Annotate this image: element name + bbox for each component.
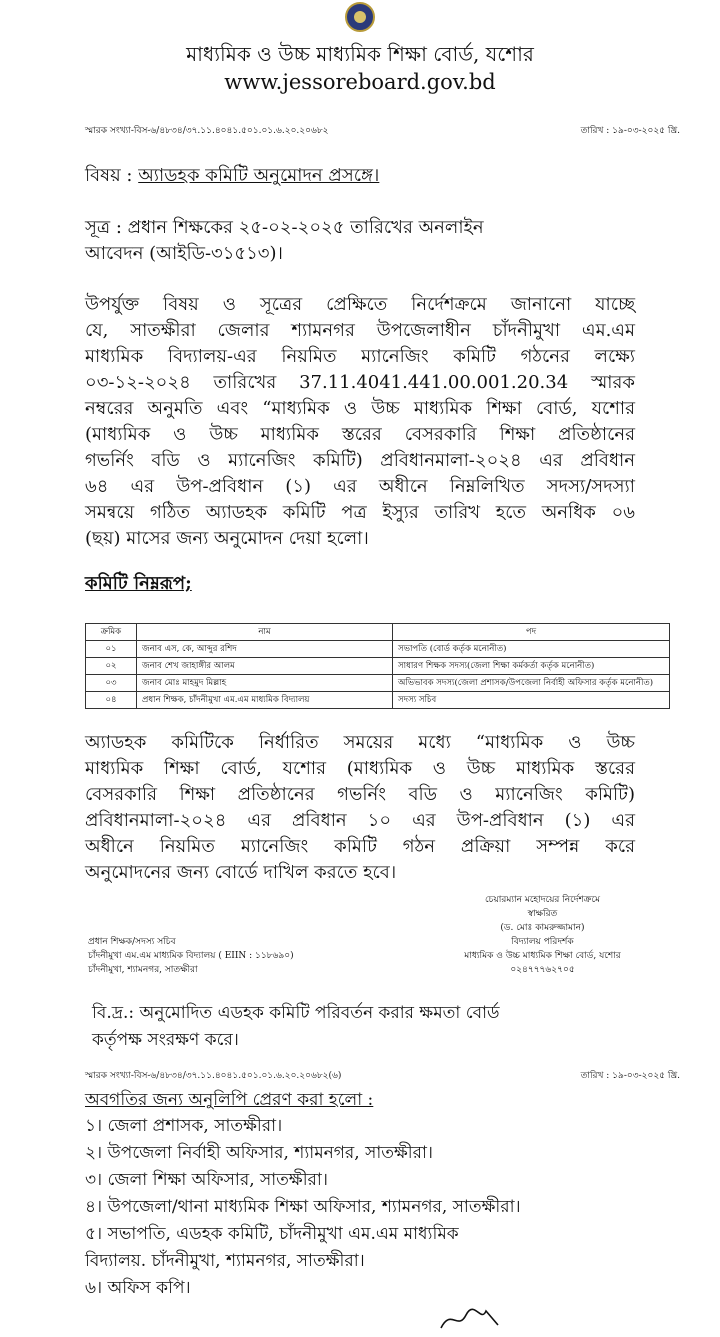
- list-item: ১। জেলা প্রশাসক, সাতক্ষীরা।: [85, 1116, 283, 1136]
- signature-scribble: [436, 1303, 506, 1333]
- list-item: বিদ্যালয়. চাঁদনীমুখা, শ্যামনগর, সাতক্ষীরা।: [85, 1251, 365, 1271]
- copy-heading: অবগতির জন্য অনুলিপি প্রেরণ করা হলো :: [85, 1090, 374, 1110]
- list-item: ৩। জেলা শিক্ষা অফিসার, সাতক্ষীরা।: [85, 1170, 328, 1190]
- signatory-line: ০২৪৭৭৭৬২৭০৫: [510, 965, 575, 975]
- paragraph-instruction: [85, 730, 635, 886]
- signatory-block: [400, 893, 685, 977]
- committee-heading: কমিটি নিম্নরূপ;: [85, 573, 192, 594]
- table-header-name: নাম: [137, 624, 393, 641]
- paragraph-line: (মাধ্যমিক ও উচ্চ মাধ্যমিক স্তরের বেসরকারি শিক্ষা প্রতিষ্ঠানের: [85, 424, 635, 445]
- list-item: ৬। অফিস কপি।: [85, 1278, 191, 1298]
- table-cell-position: সভাপতি (বোর্ড কর্তৃক মনোনীত): [393, 641, 670, 658]
- list-item: ২। উপজেলা নির্বাহী অফিসার, শ্যামনগর, সাতক্ষীরা।: [85, 1143, 434, 1163]
- memo-number: স্মারক সংখ্যা-বিস-৬/৪৮৩৪/৩৭.১১.৪০৪১.৫০১.০১.৬.২০.২০৬৮২: [85, 126, 329, 136]
- paragraph-line: অধীনে নিয়মিত ম্যানেজিং কমিটি গঠন প্রক্রিয়া সম্পন্ন করে: [85, 836, 635, 857]
- board-name: মাধ্যমিক ও উচ্চ মাধ্যমিক শিক্ষা বোর্ড, যশোর: [186, 42, 534, 66]
- table-cell-serial: ০১: [86, 641, 137, 658]
- reference-line: আবেদন (আইডি-৩১৫১৩)।: [85, 243, 283, 264]
- table-row: [86, 675, 670, 692]
- subject: [85, 163, 379, 189]
- committee-table: [85, 623, 670, 709]
- table-cell-name: প্রধান শিক্ষক, চাঁদনীমুখা এম.এম মাধ্যমিক বিদ্যালয়: [137, 692, 393, 709]
- recipient-line: চাঁদনীমুখা এম.এম মাধ্যমিক বিদ্যালয় ( EIIN : ১১৮৬৯০): [88, 951, 294, 961]
- table-row: [86, 692, 670, 709]
- board-logo: [345, 2, 375, 32]
- table-row: [86, 641, 670, 658]
- table-cell-serial: ০২: [86, 658, 137, 675]
- paragraph-approval: [85, 292, 635, 552]
- paragraph-line: মাধ্যমিক শিক্ষা বোর্ড, যশোর (মাধ্যমিক ও উচ্চ মাধ্যমিক স্তরের: [85, 758, 635, 779]
- reference-line: সূত্র : প্রধান শিক্ষকের ২৫-০২-২০২৫ তারিখের অনলাইন: [85, 217, 484, 238]
- logo-emblem: [354, 11, 366, 23]
- memo-date-copy: তারিখ : ১৯-০৩-২০২৫ খ্রি.: [580, 1071, 680, 1081]
- note-line: কর্তৃপক্ষ সংরক্ষণ করে।: [92, 1030, 239, 1050]
- list-item: ৪। উপজেলা/থানা মাধ্যমিক শিক্ষা অফিসার, শ্যামনগর, সাতক্ষীরা।: [85, 1197, 521, 1217]
- table-cell-serial: ০৪: [86, 692, 137, 709]
- paragraph-line: মাধ্যমিক বিদ্যালয়-এর নিয়মিত ম্যানেজিং কমিটি গঠনের লক্ষ্যে: [85, 346, 635, 367]
- recipient-block: [88, 935, 294, 977]
- signatory-line: স্বাক্ষরিত: [527, 909, 558, 919]
- table-cell-name: জনাব শেখ জাহাঙ্গীর আলম: [137, 658, 393, 675]
- paragraph-line: ৬৪ এর উপ-প্রবিধান (১) এর অধীনে নিম্নলিখিত সদস্য/সদস্যা: [85, 476, 635, 497]
- table-cell-serial: ০৩: [86, 675, 137, 692]
- paragraph-line: ০৩-১২-২০২৪ তারিখের 37.11.4041.441.00.001.20.34 স্মারক: [85, 372, 635, 393]
- table-header-row: [86, 624, 670, 641]
- board-website: www.jessoreboard.gov.bd: [224, 70, 496, 94]
- recipient-line: চাঁদনীমুখা, শ্যামনগর, সাতক্ষীরা: [88, 965, 198, 975]
- table-header-serial: ক্রমিক: [86, 624, 137, 641]
- paragraph-line: নম্বরের অনুমতি এবং “মাধ্যমিক ও উচ্চ মাধ্যমিক শিক্ষা বোর্ড, যশোর: [85, 398, 635, 419]
- signatory-line: চেয়ারম্যান মহোদয়ের নির্দেশক্রমে: [485, 895, 600, 905]
- paragraph-line: উপর্যুক্ত বিষয় ও সূত্রের প্রেক্ষিতে নির্দেশক্রমে জানানো যাচ্ছে: [85, 294, 635, 315]
- table-cell-name: জনাব এস, কে, আব্দুর রশিদ: [137, 641, 393, 658]
- paragraph-line: অ্যাডহক কমিটিকে নির্ধারিত সময়ের মধ্যে “মাধ্যমিক ও উচ্চ: [85, 732, 635, 753]
- subject-label: বিষয় :: [85, 165, 133, 186]
- paragraph-line: প্রবিধানমালা-২০২৪ এর প্রবিধান ১০ এর উপ-প্রবিধান (১) এর: [85, 810, 635, 831]
- paragraph-line: বেসরকারি শিক্ষা প্রতিষ্ঠানের গভর্নিং বডি ও ম্যানেজিং কমিটি): [85, 784, 635, 805]
- paragraph-line: সমন্বয়ে গঠিত অ্যাডহক কমিটি পত্র ইস্যুর তারিখ হতে অনধিক ০৬: [85, 502, 635, 523]
- paragraph-line: (ছয়) মাসের জন্য অনুমোদন দেয়া হলো।: [85, 528, 369, 549]
- paragraph-line: অনুমোদনের জন্য বোর্ডে দাখিল করতে হবে।: [85, 862, 397, 883]
- note: [92, 1000, 500, 1054]
- recipient-line: প্রধান শিক্ষক/সদস্য সচিব: [88, 937, 176, 947]
- subject-text: অ্যাডহক কমিটি অনুমোদন প্রসঙ্গে।: [138, 165, 380, 186]
- table-cell-position: সাধারণ শিক্ষক সদস্য(জেলা শিক্ষা কর্মকর্তা কর্তৃক মনোনীত): [393, 658, 670, 675]
- list-item: ৫। সভাপতি, এডহক কমিটি, চাঁদনীমুখা এম.এম মাধ্যমিক: [85, 1224, 459, 1244]
- copy-list: [85, 1113, 521, 1302]
- table-cell-position: অভিভাবক সদস্য(জেলা প্রশাসক/উপজেলা নির্বাহী অফিসার কর্তৃক মনোনীত): [393, 675, 670, 692]
- table-row: [86, 658, 670, 675]
- note-line: বি.দ্র.: অনুমোদিত এডহক কমিটি পরিবর্তন করার ক্ষমতা বোর্ড: [92, 1003, 500, 1023]
- table-cell-name: জনাব মোঃ মাহমুদ মিল্লাহ: [137, 675, 393, 692]
- table-header-position: পদ: [393, 624, 670, 641]
- memo-date: তারিখ : ১৯-০৩-২০২৫ খ্রি.: [580, 126, 680, 136]
- paragraph-line: গভর্নিং বডি ও ম্যানেজিং কমিটি) প্রবিধানমালা-২০২৪ এর প্রবিধান: [85, 450, 635, 471]
- paragraph-line: যে, সাতক্ষীরা জেলার শ্যামনগর উপজেলাধীন চাঁদনীমুখা এম.এম: [85, 320, 635, 341]
- signatory-line: (ড. মোঃ কামরুজ্জামান): [500, 923, 585, 933]
- signatory-line: মাধ্যমিক ও উচ্চ মাধ্যমিক শিক্ষা বোর্ড, যশোর: [464, 951, 621, 961]
- memo-number-copy: স্মারক সংখ্যা-বিস-৬/৪৮৩৪/৩৭.১১.৪০৪১.৫০১.০১.৬.২০.২০৬৮২(৬): [85, 1071, 342, 1081]
- reference: [85, 215, 645, 267]
- signatory-line: বিদ্যালয় পরিদর্শক: [511, 937, 574, 947]
- table-cell-position: সদস্য সচিব: [393, 692, 670, 709]
